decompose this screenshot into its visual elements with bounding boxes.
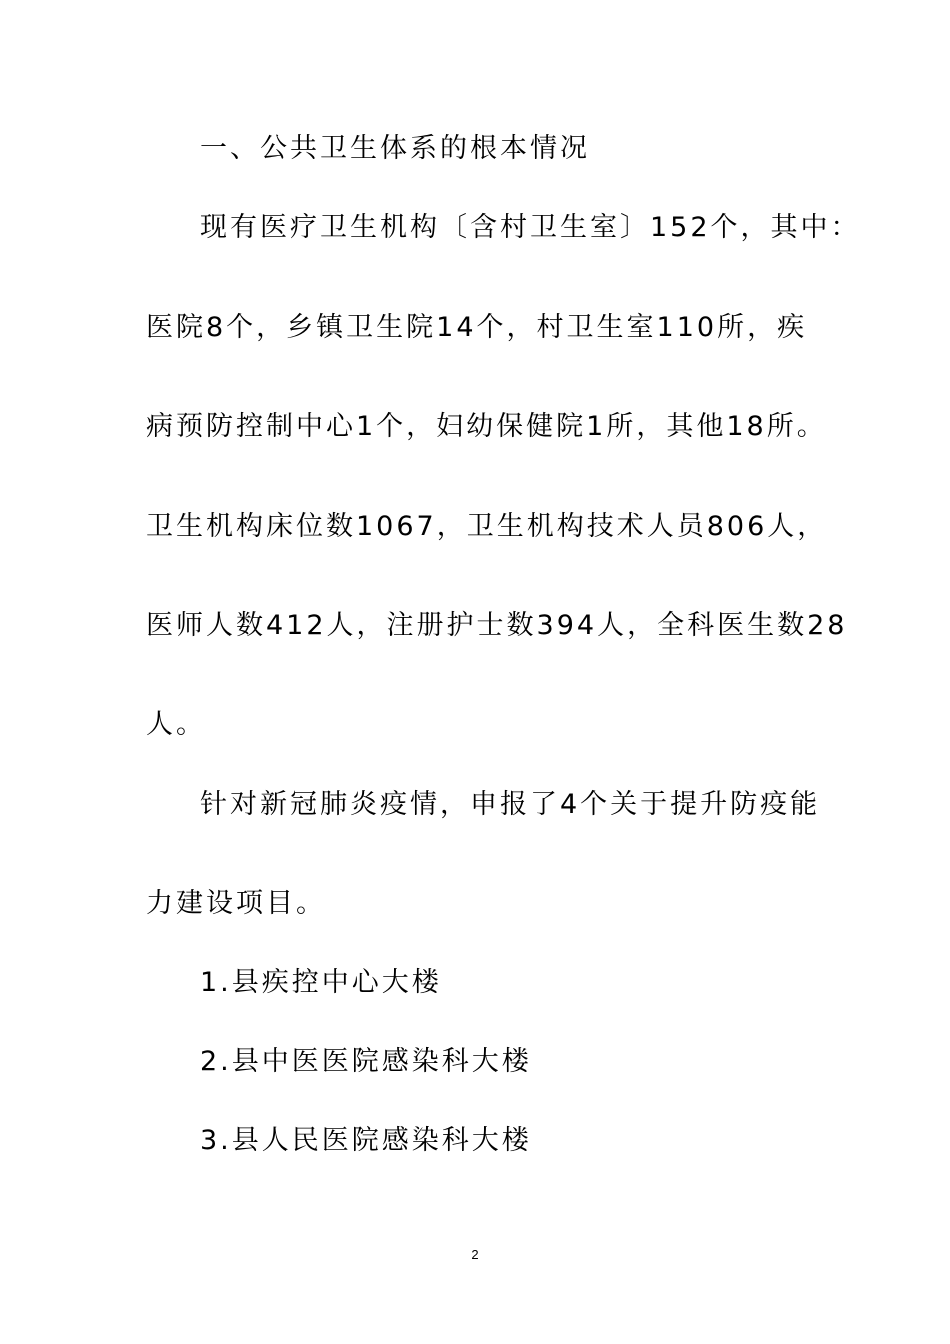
paragraph-line: 人。 (146, 709, 206, 740)
paragraph-line: 现有医疗卫生机构〔含村卫生室〕152个，其中： (200, 212, 861, 243)
paragraph-line: 医师人数412人，注册护士数394人，全科医生数28 (146, 610, 848, 641)
list-item: 3.县人民医院感染科大楼 (200, 1125, 532, 1156)
paragraph-line: 针对新冠肺炎疫情，申报了4个关于提升防疫能 (200, 789, 821, 820)
page-number: 2 (471, 1247, 479, 1262)
list-item: 1.县疾控中心大楼 (200, 967, 442, 998)
paragraph-line: 医院8个，乡镇卫生院14个，村卫生室110所，疾 (146, 312, 808, 343)
section-heading: 一、公共卫生体系的根本情况 (200, 133, 590, 164)
paragraph-line: 力建设项目。 (146, 888, 326, 919)
paragraph-line: 卫生机构床位数1067，卫生机构技术人员806人， (146, 511, 828, 542)
paragraph-line: 病预防控制中心1个，妇幼保健院1所，其他18所。 (146, 411, 827, 442)
list-item: 2.县中医医院感染科大楼 (200, 1046, 532, 1077)
